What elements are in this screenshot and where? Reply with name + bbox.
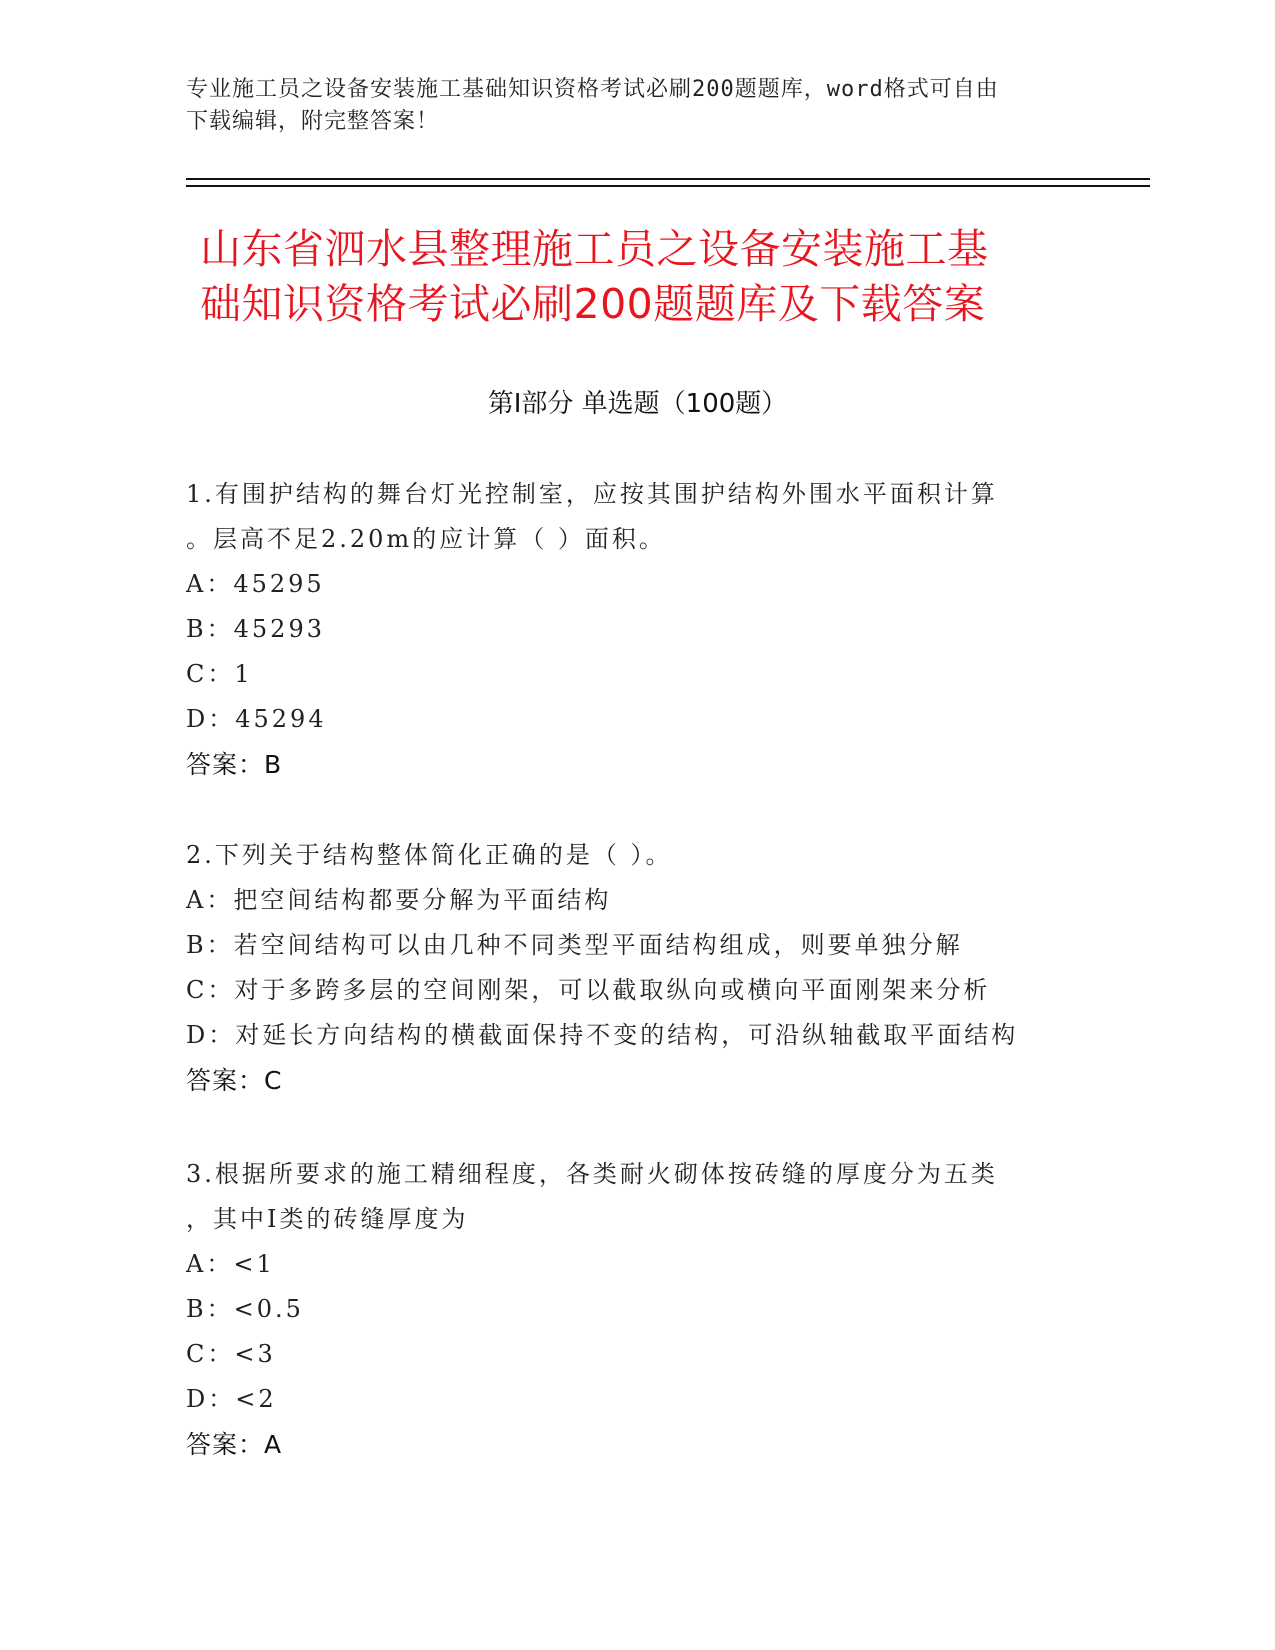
- question-1: [186, 472, 1086, 787]
- question-stem-line: 2.下列关于结构整体简化正确的是（ ）。: [186, 841, 673, 869]
- answer: 答案：B: [186, 750, 283, 779]
- header-rule-top: [186, 178, 1150, 180]
- document-title-line-2: 础知识资格考试必刷200题题库及下载答案: [200, 280, 986, 328]
- question-stem-line: ，其中Ⅰ类的砖缝厚度为: [186, 1205, 469, 1233]
- option-b: B：45293: [186, 615, 325, 643]
- option-c: C：1: [186, 660, 253, 688]
- answer: 答案：C: [186, 1066, 283, 1095]
- option-c: C：<3: [186, 1340, 276, 1368]
- question-3: [186, 1152, 1086, 1467]
- option-b: B：若空间结构可以由几种不同类型平面结构组成，则要单独分解: [186, 931, 963, 959]
- option-d: D：45294: [186, 705, 327, 733]
- header-note-line-2: 下载编辑，附完整答案！: [186, 109, 440, 134]
- header-note: [186, 74, 1086, 138]
- option-b: B：<0.5: [186, 1295, 304, 1323]
- document-title: [200, 222, 1100, 332]
- option-a: A：把空间结构都要分解为平面结构: [186, 886, 612, 914]
- question-stem-line: 。层高不足2.20m的应计算（ ）面积。: [186, 525, 666, 553]
- option-a: A：<1: [186, 1250, 275, 1278]
- option-d: D：<2: [186, 1385, 277, 1413]
- answer: 答案：A: [186, 1430, 283, 1459]
- option-c: C：对于多跨多层的空间刚架，可以截取纵向或横向平面刚架来分析: [186, 976, 991, 1004]
- option-d: D：对延长方向结构的横截面保持不变的结构，可沿纵轴截取平面结构: [186, 1021, 1019, 1049]
- question-stem-line: 1.有围护结构的舞台灯光控制室，应按其围护结构外围水平面积计算: [186, 480, 998, 508]
- question-2: [186, 833, 1086, 1103]
- question-stem-line: 3.根据所要求的施工精细程度，各类耐火砌体按砖缝的厚度分为五类: [186, 1160, 998, 1188]
- option-a: A：45295: [186, 570, 325, 598]
- header-rule-bottom: [186, 185, 1150, 187]
- document-title-line-1: 山东省泗水县整理施工员之设备安装施工基: [200, 225, 989, 273]
- header-note-line-1: 专业施工员之设备安装施工基础知识资格考试必刷200题题库，word格式可自由: [186, 77, 999, 102]
- section-heading: 第Ⅰ部分 单选题（100题）: [487, 389, 788, 419]
